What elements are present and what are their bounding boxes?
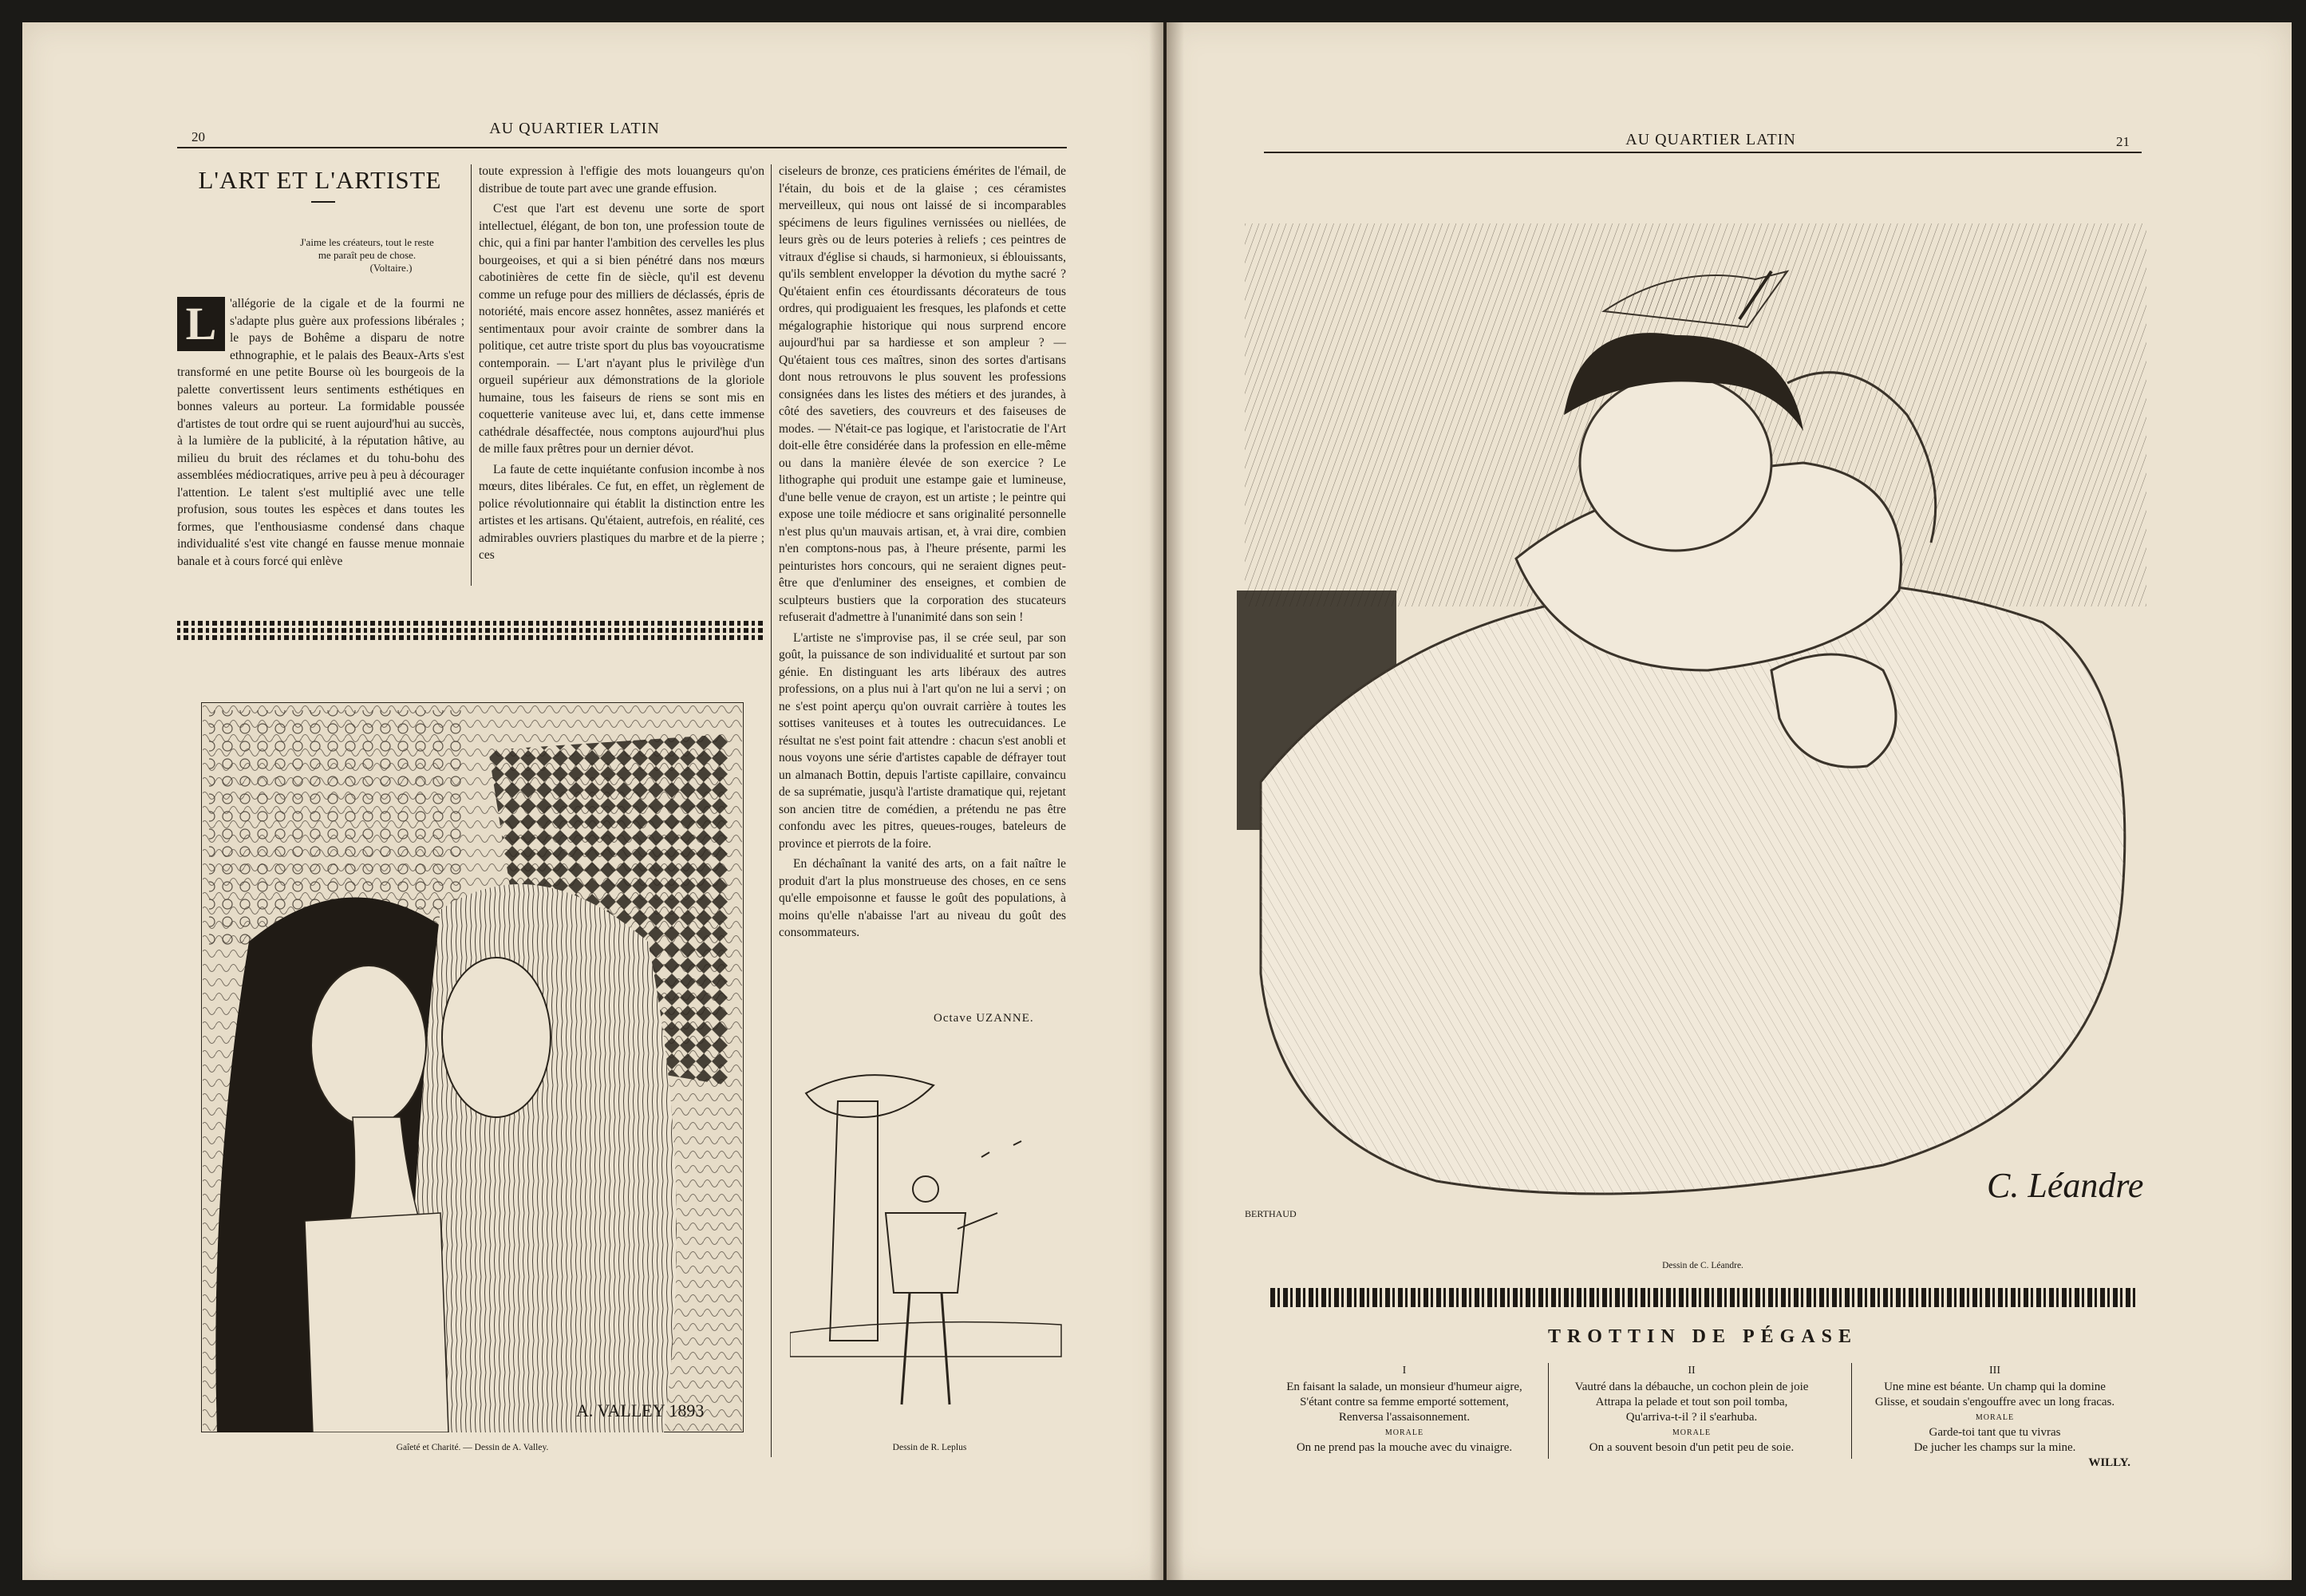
poem-stanza-1: I En faisant la salade, un monsieur d'humeur aigre, S'étant contre sa femme emporté sottement, Renversa l'assaisonnement. MORALE On ne prend pas la mouche avec du vinaigre. <box>1286 1365 1522 1454</box>
book-gutter <box>1149 22 1184 1580</box>
header-rule-right <box>1264 152 2142 153</box>
title-ornament <box>311 201 335 203</box>
article-title: L'ART ET L'ARTISTE <box>198 166 442 194</box>
article-signature: Octave UZANNE. <box>934 1012 1034 1025</box>
ornamental-band <box>177 621 763 640</box>
article-column-3: ciseleurs de bronze, ces praticiens émérites de l'émail, de l'étain, du bois et de la glaise ; ces céramistes merveilleux, qui nous ont laissé de si incomparables spécimens de leurs figulines vernissées ou niellées, de leurs grès ou de leurs poteries à reliefs ; ces peintres de vitraux d'église si chauds, si harmonieux, si éblouissants, qu'ils semblent envelopper la dévotion du mythe sacré ? Qu'étaient enfin ces étourdissants décorateurs de tous ordres, qui prodiguaient les fresques, les plafonds et cette mégalographie historique qui nous surprend encore aujourd'hui par sa hardiesse et son ampleur ? — Qu'étaient tous ces maîtres, sinon des sortes d'artisans dont nous retrouvons le plus souvent les professions consignées dans les listes des métiers et des jurandes, à côté des savetiers, des couvreurs et des faiseuses de modes. — N'était-ce pas logique, et l'aristocratie de l'Art doit-elle être considérée dans la profession en elle-même ou dans la manière élevée de son exercice ? Le lithographe qui produit une estampe gaie et lumineuse, d'une belle venue de crayon, est un artiste ; le peintre qui expose une toile médiocre et sans originalité personnelle n'est plus qu'un mauvais artisan, et, à vrai dire, combien n'en comptons-nous pas, à l'heure présente, parmi les peinturistes hors concours, qui ne seraient dignes peut-être que d'enluminer des enseignes, et combien de sculpteurs bustiers que la corporation des stucateurs refuserait d'admettre à l'unanimité dans son sein ! L'artiste ne s'improvise pas, il se crée seul, par son goût, la puissance de son individualité et surtout par son génie. En distinguant les arts libéraux des autres professions, on a plus nui à l'art qu'on ne lui a servi ; on ne s'est point aperçu qu'on ouvrait carrière à toutes les sottises vaniteuses et à toutes les outrecuidances. Le résultat ne s'est point fait attendre : chacun s'est anobli et nous voyons une série d'artistes capable de défrayer tout un almanach Bottin, depuis l'artiste capillaire, convaincu de sa suprématie, jusqu'à l'artiste dramatique qui, rejetant son ancien titre de comédien, a prétendu ne pas être confondu avec les pitres, queues-rouges, bateleurs de province et pierrots de la foire. En déchaînant la vanité des arts, on a fait naître le produit d'art la plus monstrueuse des choses, en ce sens qu'elle empoisonne et fausse le goût des populations, à moins qu'elle n'abaisse l'art au niveau du goût des consommateurs. <box>779 164 1066 939</box>
poem-title: TROTTIN DE PÉGASE <box>1547 1326 1858 1347</box>
leplus-illustration <box>790 1069 1069 1436</box>
valley-caption: Gaîeté et Charité. — Dessin de A. Valley. <box>396 1443 549 1452</box>
valley-signature: A. VALLEY 1893 <box>576 1400 705 1420</box>
poem-stanza-3: III Une mine est béante. Un champ qui la domine Glisse, et soudain s'engouffre avec un long fracas. MORALE Garde-toi tant que tu vivras De jucher les champs sur la mine. WILLY. <box>1859 1363 2130 1471</box>
poem-stanza-2: II Vautré dans la débauche, un cochon plein de joie Attrapa la pelade et tout son poil tomba, Qu'arriva-t-il ? il s'earhuba. MORALE On a souvent besoin d'un petit peu de soie. <box>1574 1365 1809 1454</box>
page-number-left: 20 <box>192 129 205 144</box>
header-rule-left <box>177 147 1067 148</box>
poem-author: WILLY. <box>2088 1456 2130 1469</box>
column-separator <box>471 164 472 586</box>
running-head-right: AU QUARTIER LATIN <box>1625 131 1796 148</box>
leandre-illustration <box>1229 176 2162 1229</box>
ornamental-band-right <box>1270 1288 2135 1307</box>
leandre-signature: C. Léandre <box>1987 1166 2144 1205</box>
column-separator <box>771 164 772 1457</box>
article-column-2: toute expression à l'effigie des mots louangeurs qu'on distribue de toute part avec une grande effusion. C'est que l'art est devenu une sorte de sport intellectuel, élégant, de bon ton, une profession toute de chic, qui a fini par hanter l'ambition des cervelles les plus bourgeoises, et qui a si bien pénétré dans nos mœurs cabotinières de cette fin de siècle, qu'il est devenu comme un refuge pour des milliers de déclassés, épris de notoriété, mais encore assez honnêtes, assez maniérés et sentimentaux pour avoir crainte de sombrer dans la politique, cet autre triste sport du plus bas voyoucratisme contemporain. — L'art n'ayant plus le privilège d'un orgueil supérieur aux démonstrations de la gloriole humaine, tous les faiseurs de riens se sont mis en coquetterie vaniteuse avec lui, et, dans cette immense cathédrale désaffectée, nous comptons aujourd'hui plus de mille faux prêtres pour un dernier dévot. La faute de cette inquiétante confusion incombe à nos mœurs, dites libérales. Ce fut, en effet, un règlement de police révolutionnaire qui établit la distinction entre les artistes et les artisans. Qu'étaient, autrefois, en réalité, ces admirables ouvriers plastiques du marbre et de la pierre ; ces <box>479 164 764 562</box>
leandre-caption: Dessin de C. Léandre. <box>1662 1261 1743 1270</box>
drop-cap: L <box>177 297 225 351</box>
epigraph: J'aime les créateurs, tout le reste me paraît peu de chose. (Voltaire.) <box>300 236 434 274</box>
leplus-caption: Dessin de R. Leplus <box>892 1443 967 1452</box>
running-head-left: AU QUARTIER LATIN <box>489 120 660 137</box>
poem-separator <box>1851 1363 1852 1459</box>
article-column-1: L 'allégorie de la cigale et de la fourmi ne s'adapte plus guère aux professions libérales ; le pays de Bohême a disparu de notre ethnographie, et le palais des Beaux-Arts s'est transformé en une petite Bourse où les bourgeois de la palette convertissent leurs sentiments esthétiques en bonnes valeurs au porteur. La formidable poussée d'artistes de tout ordre qui se ruent aujourd'hui au succès, à la lumière de la publicité, à la réputation hâtive, au milieu du bruit des réclames et du tohu-bohu des assemblées médiocratiques, arrive peu à peu à décourager l'attention. Le talent s'est multiplié avec une telle profusion, sous toutes les espèces et dans toutes les formes, que l'enthousiasme condensé dans chaque individualité s'est vite changé en fausse menue monnaie banale et à cours forcé qui enlève <box>177 297 464 568</box>
printer-mark: BERTHAUD <box>1245 1208 1297 1219</box>
poem-separator <box>1548 1363 1549 1459</box>
page-number-right: 21 <box>2116 134 2130 149</box>
valley-illustration <box>201 702 744 1432</box>
